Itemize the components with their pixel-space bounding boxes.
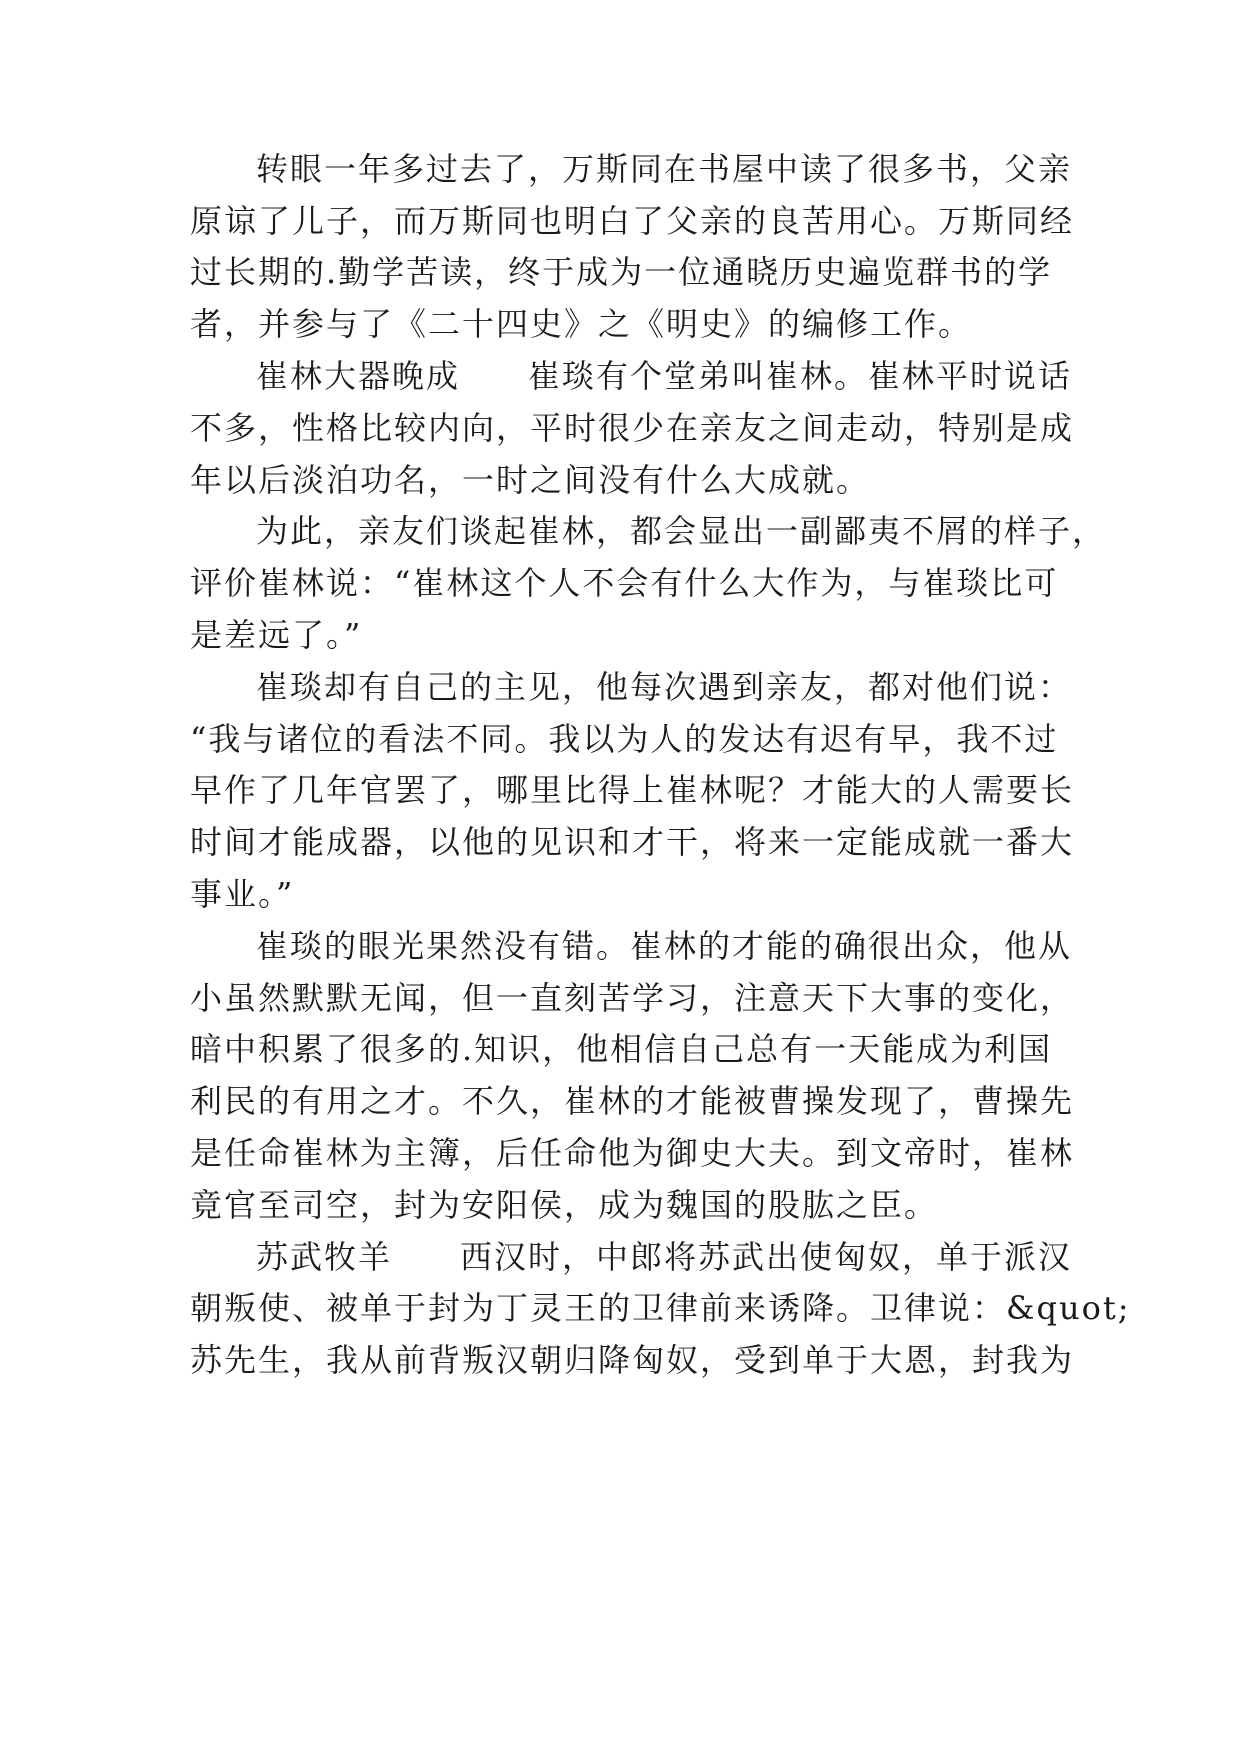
text-line: 过长期的.勤学苦读，终于成为一位通晓历史遍览群书的学 [190,253,1053,291]
text-line: 朝叛使、被单于封为丁灵王的卫律前来诱降。卫律说：&quot; [190,1289,1131,1327]
text-line: 是差远了。” [190,616,363,654]
text-line: 时间才能成器，以他的见识和才干，将来一定能成就一番大 [190,823,1075,861]
text-line: 评价崔林说：“崔林这个人不会有什么大作为，与崔琰比可 [190,564,1059,602]
text-line: 不多，性格比较内向，平时很少在亲友之间走动，特别是成 [190,409,1075,447]
text-line: “我与诸位的看法不同。我以为人的发达有迟有早，我不过 [190,720,1059,758]
text-line: 崔琰却有自己的主见，他每次遇到亲友，都对他们说： [256,668,1073,706]
text-line: 苏武牧羊 西汉时，中郎将苏武出使匈奴，单于派汉 [256,1238,1073,1276]
text-line: 崔林大器晚成 崔琰有个堂弟叫崔林。崔林平时说话 [256,357,1073,395]
text-line: 小虽然默默无闻，但一直刻苦学习，注意天下大事的变化， [190,979,1075,1017]
text-line: 竟官至司空，封为安阳侯，成为魏国的股肱之臣。 [190,1186,939,1224]
text-line: 者，并参与了《二十四史》之《明史》的编修工作。 [190,305,973,343]
text-line: 转眼一年多过去了，万斯同在书屋中读了很多书，父亲 [256,150,1073,188]
text-line: 苏先生，我从前背叛汉朝归降匈奴，受到单于大恩，封我为 [190,1341,1075,1379]
text-line: 原谅了儿子，而万斯同也明白了父亲的良苦用心。万斯同经 [190,202,1075,240]
text-line: 为此，亲友们谈起崔林，都会显出一副鄙夷不屑的样子， [256,512,1107,550]
text-line: 是任命崔林为主簿，后任命他为御史大夫。到文帝时，崔林 [190,1134,1075,1172]
text-line: 暗中积累了很多的.知识，他相信自己总有一天能成为利国 [190,1030,1053,1068]
text-line: 利民的有用之才。不久，崔林的才能被曹操发现了，曹操先 [190,1082,1075,1120]
text-line: 早作了几年官罢了，哪里比得上崔林呢？才能大的人需要长 [190,771,1075,809]
text-line: 年以后淡泊功名，一时之间没有什么大成就。 [190,461,871,499]
text-line: 崔琰的眼光果然没有错。崔林的才能的确很出众，他从 [256,927,1073,965]
text-line: 事业。” [190,875,295,913]
